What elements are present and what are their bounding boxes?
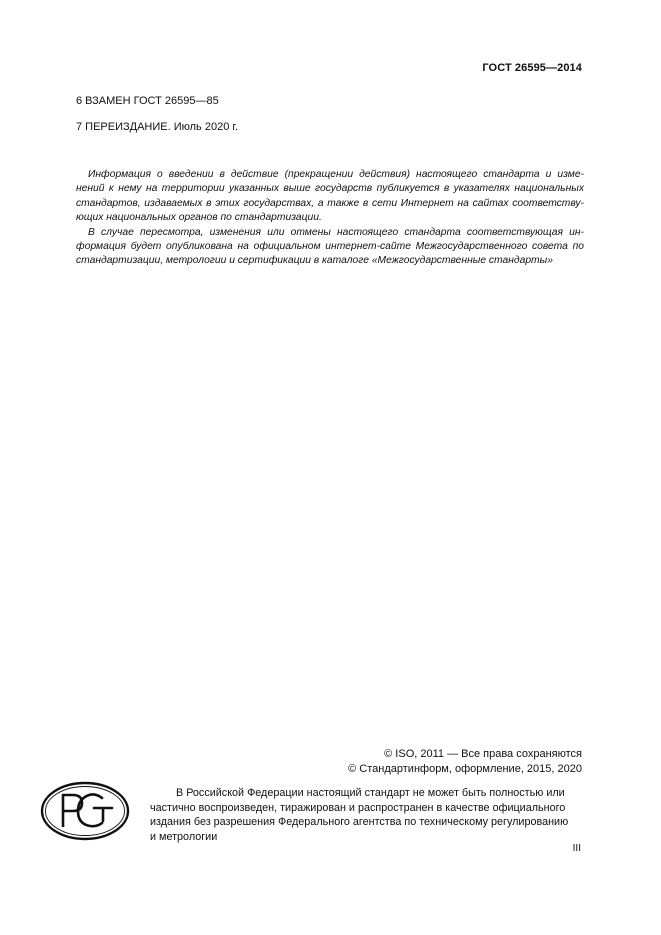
info-line: В случае пересмотра, изменения или отмены настоящего стандарта соответствующая ин- [88, 226, 584, 238]
document-code: ГОСТ 26595—2014 [482, 62, 582, 74]
info-paragraph-1 [76, 168, 584, 226]
item-6-replaces: 6 ВЗАМЕН ГОСТ 26595—85 [76, 95, 219, 107]
info-line: формация будет опубликована на официальном интернет-сайте Межгосударственного совета по [76, 241, 584, 253]
info-line: ющих национальных органов по стандартизации. [76, 212, 322, 224]
gost-r-logo-icon [40, 781, 130, 841]
reproduction-notice [150, 786, 585, 844]
info-line: нений к нему на территории указанных выше государств публикуется в указателях национальных [76, 183, 584, 195]
info-block [76, 168, 584, 269]
notice-line: В Российской Федерации настоящий стандарт не может быть полностью или [176, 787, 565, 799]
notice-line: частично воспроизведен, тиражирован и распространен в качестве официального [150, 801, 566, 814]
item-7-reissue: 7 ПЕРЕИЗДАНИЕ. Июль 2020 г. [76, 121, 239, 133]
notice-line: и метрологии [150, 830, 218, 843]
copyright-standartinform: © Стандартинформ, оформление, 2015, 2020 [348, 763, 582, 775]
info-line: стандартов, издаваемых в этих государствах, а также в сети Интернет на сайтах соответству- [76, 197, 584, 209]
page-number: III [572, 843, 581, 854]
info-line: стандартизации, метрологии и сертификации в каталоге «Межгосударственные стандарты» [76, 255, 553, 267]
info-line: Информация о введении в действие (прекращении действия) настоящего стандарта и изме- [88, 169, 584, 180]
copyright-iso: © ISO, 2011 — Все права сохраняются [384, 748, 582, 760]
info-paragraph-2 [76, 226, 584, 269]
notice-line: издания без разрешения Федерального агентства по техническому регулированию [150, 816, 569, 828]
